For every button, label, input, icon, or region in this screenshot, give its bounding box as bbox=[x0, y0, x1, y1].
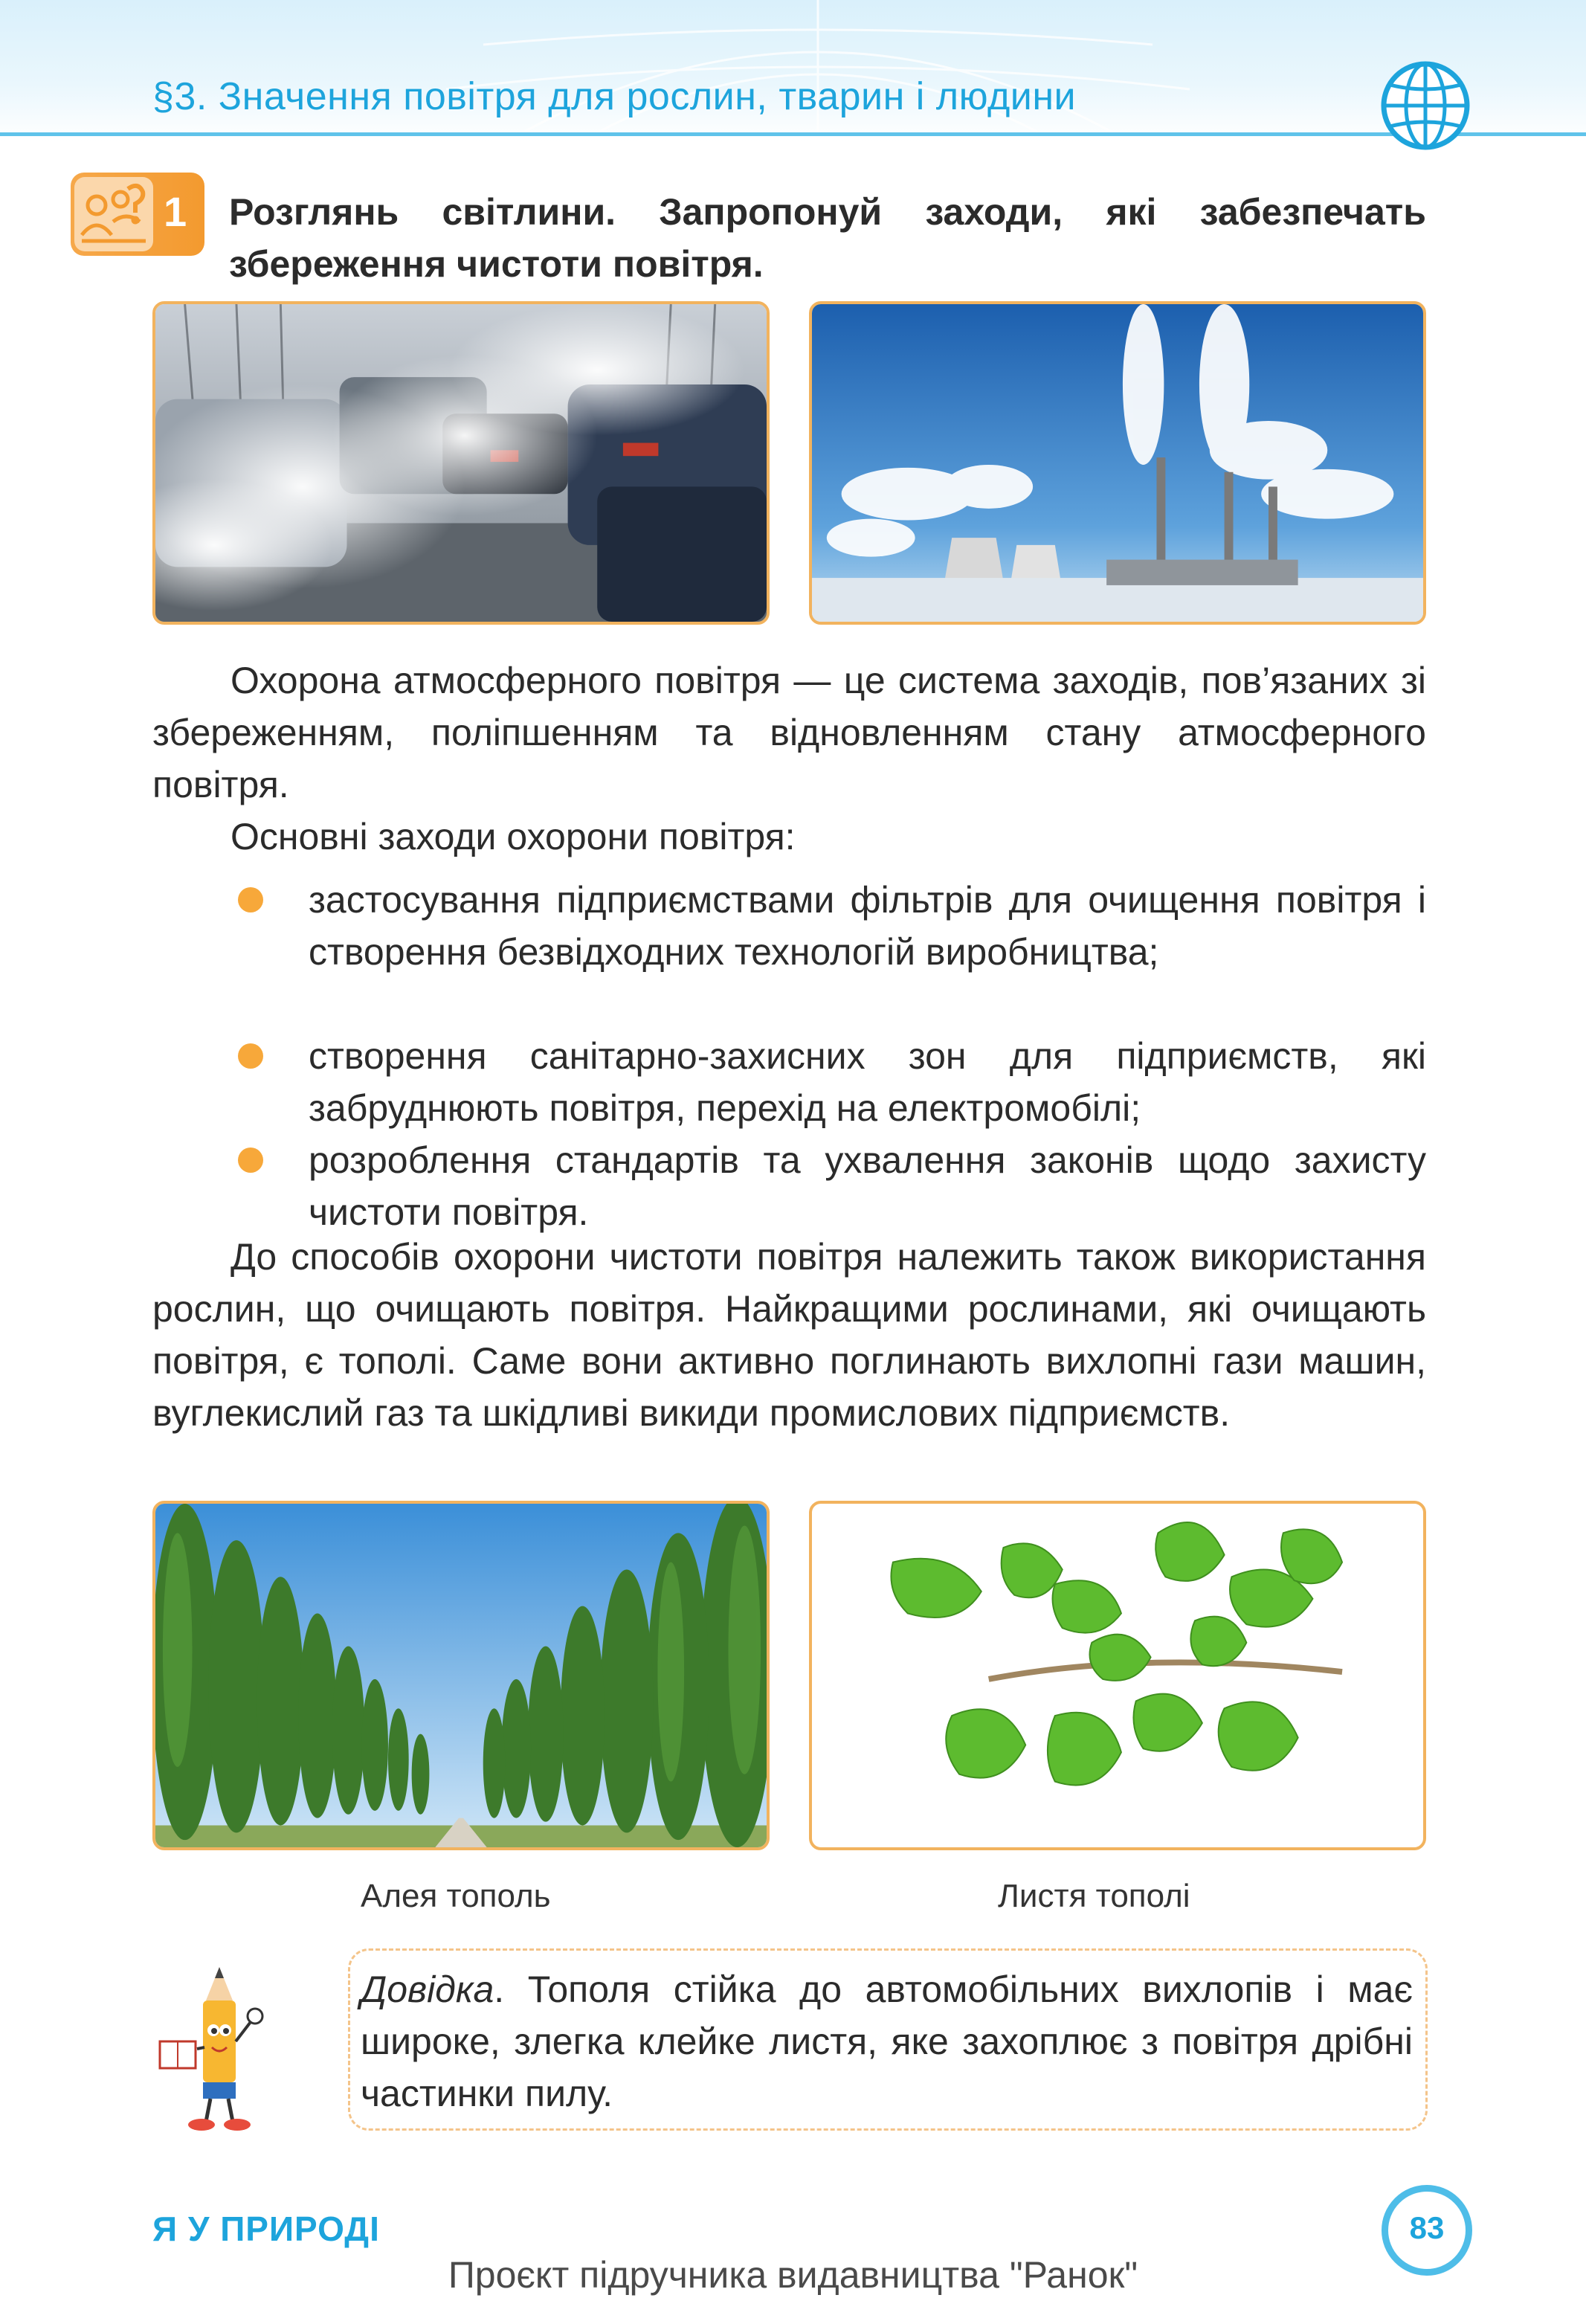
task-instruction: Розглянь світлини. Запропонуй заходи, які забезпечать збереження чистоти повітря. bbox=[229, 191, 1426, 285]
discussion-icon bbox=[74, 177, 153, 251]
pencil-mascot-icon bbox=[145, 1960, 294, 2138]
note-text bbox=[361, 1963, 1413, 2119]
page-number: 83 bbox=[1409, 2210, 1445, 2245]
list-item: застосування підприємствами фільтрів для очищення повітря і створення безвідходних технологій виробництва; bbox=[309, 879, 1426, 973]
caption-alley: Алея тополь bbox=[361, 1878, 551, 1914]
bullet-icon bbox=[238, 887, 263, 912]
bullet-icon bbox=[238, 1147, 263, 1173]
task-number: 1 bbox=[164, 188, 187, 235]
car-exhaust-photo bbox=[152, 301, 770, 625]
factory-smoke-photo bbox=[809, 301, 1426, 625]
bullet-icon bbox=[238, 1043, 263, 1069]
list-item: розроблення стандартів та ухвалення законів щодо захисту чистоти повітря. bbox=[309, 1139, 1426, 1233]
definition-paragraph: Охорона атмосферного повітря — це система заходів, пов’язаних зі збереженням, поліпшенням та відновленням стану атмосферного повітря. bbox=[152, 660, 1426, 805]
list-item: створення санітарно-захисних зон для підприємств, які забруднюють повітря, перехід на електромобілі; bbox=[309, 1035, 1426, 1129]
poplar-paragraph: До способів охорони чистоти повітря належить також використання рослин, що очищають повітря. Найкращими рослинами, які очищають повітря, є тополі. Саме вони активно поглинають вихлопні гази машин, вуглекислий газ та шкідливі викиди промислових підприємств. bbox=[152, 1236, 1426, 1434]
globe-icon bbox=[1379, 59, 1472, 152]
caption-leaves: Листя тополі bbox=[998, 1878, 1190, 1914]
note-term: Довідка bbox=[361, 1969, 494, 2010]
measures-heading: Основні заходи охорони повітря: bbox=[231, 816, 796, 857]
publisher-watermark: Проєкт підручника видавництва "Ранок" bbox=[448, 2254, 1138, 2296]
note-body: . Тополя стійка до автомобільних вихлопів і має широке, злегка клейке листя, яке захоплює з повітря дрібні частинки пилу. bbox=[361, 1969, 1413, 2114]
header-globe-lines bbox=[0, 0, 1586, 141]
poplar-leaves-photo bbox=[809, 1501, 1426, 1850]
page-title: §3. Значення повітря для рослин, тварин і людини bbox=[152, 75, 1077, 118]
header-band bbox=[0, 0, 1586, 141]
header-divider bbox=[0, 132, 1586, 136]
poplar-alley-photo bbox=[152, 1501, 770, 1850]
footer-section-name: Я У ПРИРОДІ bbox=[152, 2209, 380, 2248]
